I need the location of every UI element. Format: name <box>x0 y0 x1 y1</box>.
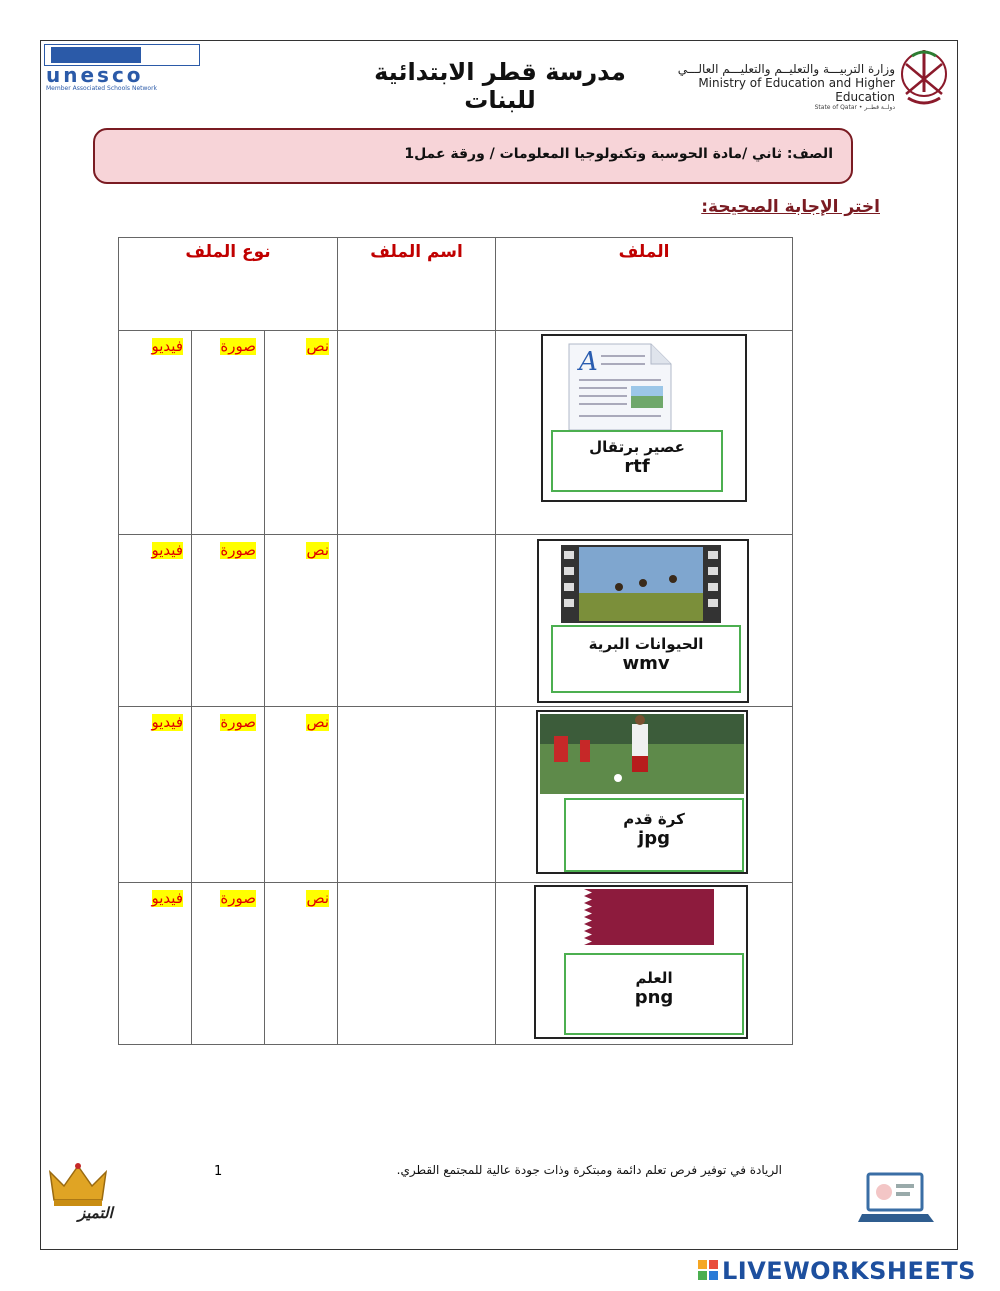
liveworksheets-text: LIVEWORKSHEETS <box>722 1257 976 1285</box>
instruction-heading: اختر الإجابة الصحيحة: <box>701 197 880 217</box>
qatar-flag-image <box>538 889 714 945</box>
option-text-cell[interactable] <box>265 331 338 535</box>
header-file-name-cell <box>338 238 496 331</box>
option-video-cell[interactable] <box>119 535 192 707</box>
footer-motto: الريادة في توفير فرص تعلم دائمة ومبتكرة وذات جودة عالية للمجتمع القطري. <box>396 1163 782 1177</box>
crown-icon <box>48 1160 108 1208</box>
option-text-cell[interactable] <box>265 707 338 883</box>
file-label <box>551 430 723 492</box>
video-file-icon <box>561 545 721 623</box>
file-name-answer-cell[interactable] <box>338 331 496 535</box>
option-image[interactable]: صورة <box>220 337 256 355</box>
option-video[interactable]: فيديو <box>151 889 183 907</box>
excellence-logo <box>48 1160 144 1230</box>
option-video-cell[interactable] <box>119 883 192 1045</box>
header-file: الملف <box>618 242 670 262</box>
option-video[interactable]: فيديو <box>151 337 183 355</box>
option-image[interactable]: صورة <box>220 541 256 559</box>
file-name-answer-cell[interactable] <box>338 707 496 883</box>
option-video[interactable]: فيديو <box>151 541 183 559</box>
table-header-row <box>119 238 793 331</box>
grade-subject-box <box>93 128 853 184</box>
file-card <box>536 710 748 874</box>
option-text[interactable]: نص <box>306 889 330 907</box>
unesco-temple-icon <box>51 47 141 63</box>
option-text[interactable]: نص <box>306 713 330 731</box>
page-number: 1 <box>214 1164 223 1179</box>
document-file-icon <box>567 342 677 432</box>
excellence-label: التميز <box>78 1204 113 1222</box>
svg-text:A: A <box>579 347 598 377</box>
option-image[interactable]: صورة <box>220 889 256 907</box>
option-image-cell[interactable] <box>192 535 265 707</box>
file-card <box>534 885 748 1039</box>
qatar-emblem-icon <box>898 44 950 110</box>
file-card-cell <box>496 883 793 1045</box>
file-card <box>541 334 747 502</box>
file-label-name: الحيوانات البرية <box>588 635 704 653</box>
option-image-cell[interactable] <box>192 331 265 535</box>
file-name-answer-cell[interactable] <box>338 535 496 707</box>
option-text-cell[interactable] <box>265 883 338 1045</box>
file-card-cell <box>496 331 793 535</box>
option-text[interactable]: نص <box>306 541 330 559</box>
file-card-cell <box>496 707 793 883</box>
file-label <box>551 625 741 693</box>
liveworksheets-logo-icon <box>698 1260 718 1280</box>
file-label-name: كرة قدم <box>623 810 685 828</box>
worksheet-table <box>118 237 793 1045</box>
file-label-ext: rtf <box>624 456 650 477</box>
option-video-cell[interactable] <box>119 707 192 883</box>
table-row <box>119 707 793 883</box>
file-label <box>564 798 744 872</box>
option-video-cell[interactable] <box>119 331 192 535</box>
ministry-arabic: وزارة التربيـــة والتعليــم والتعليـــم العالـــي <box>677 62 895 76</box>
option-video[interactable]: فيديو <box>151 713 183 731</box>
file-name-answer-cell[interactable] <box>338 883 496 1045</box>
ministry-state: State of Qatar • دولــة قطــر <box>814 104 895 111</box>
header-file-cell <box>496 238 793 331</box>
option-image-cell[interactable] <box>192 883 265 1045</box>
unesco-network-text: Member Associated Schools Network <box>46 85 158 92</box>
file-card-cell <box>496 535 793 707</box>
header-file-type: نوع الملف <box>185 242 271 262</box>
table-row <box>119 535 793 707</box>
option-image[interactable]: صورة <box>220 713 256 731</box>
option-text[interactable]: نص <box>306 337 330 355</box>
laptop-icon <box>858 1170 936 1228</box>
football-photo <box>540 714 744 794</box>
unesco-logo <box>44 44 204 102</box>
header-file-type-cell <box>119 238 338 331</box>
header-file-name: اسم الملف <box>370 242 463 262</box>
file-label <box>564 953 744 1035</box>
option-image-cell[interactable] <box>192 707 265 883</box>
file-label-name: عصير برتقال <box>589 438 685 456</box>
file-label-ext: jpg <box>638 828 670 849</box>
school-name: مدرسة قطر الابتدائية للبنات <box>374 58 626 114</box>
ministry-logo-text <box>665 62 895 111</box>
file-label-ext: wmv <box>622 653 670 674</box>
table-row <box>119 883 793 1045</box>
table-row <box>119 331 793 535</box>
file-card <box>537 539 749 703</box>
grade-subject-text: الصف: ثاني /مادة الحوسبة وتكنولوجيا المعلومات / ورقة عمل1 <box>404 146 833 162</box>
ministry-english: Ministry of Education and Higher Education <box>698 76 895 104</box>
unesco-wordmark: unesco <box>46 63 144 87</box>
file-label-name: العلم <box>635 969 673 987</box>
option-text-cell[interactable] <box>265 535 338 707</box>
file-label-ext: png <box>634 987 674 1008</box>
